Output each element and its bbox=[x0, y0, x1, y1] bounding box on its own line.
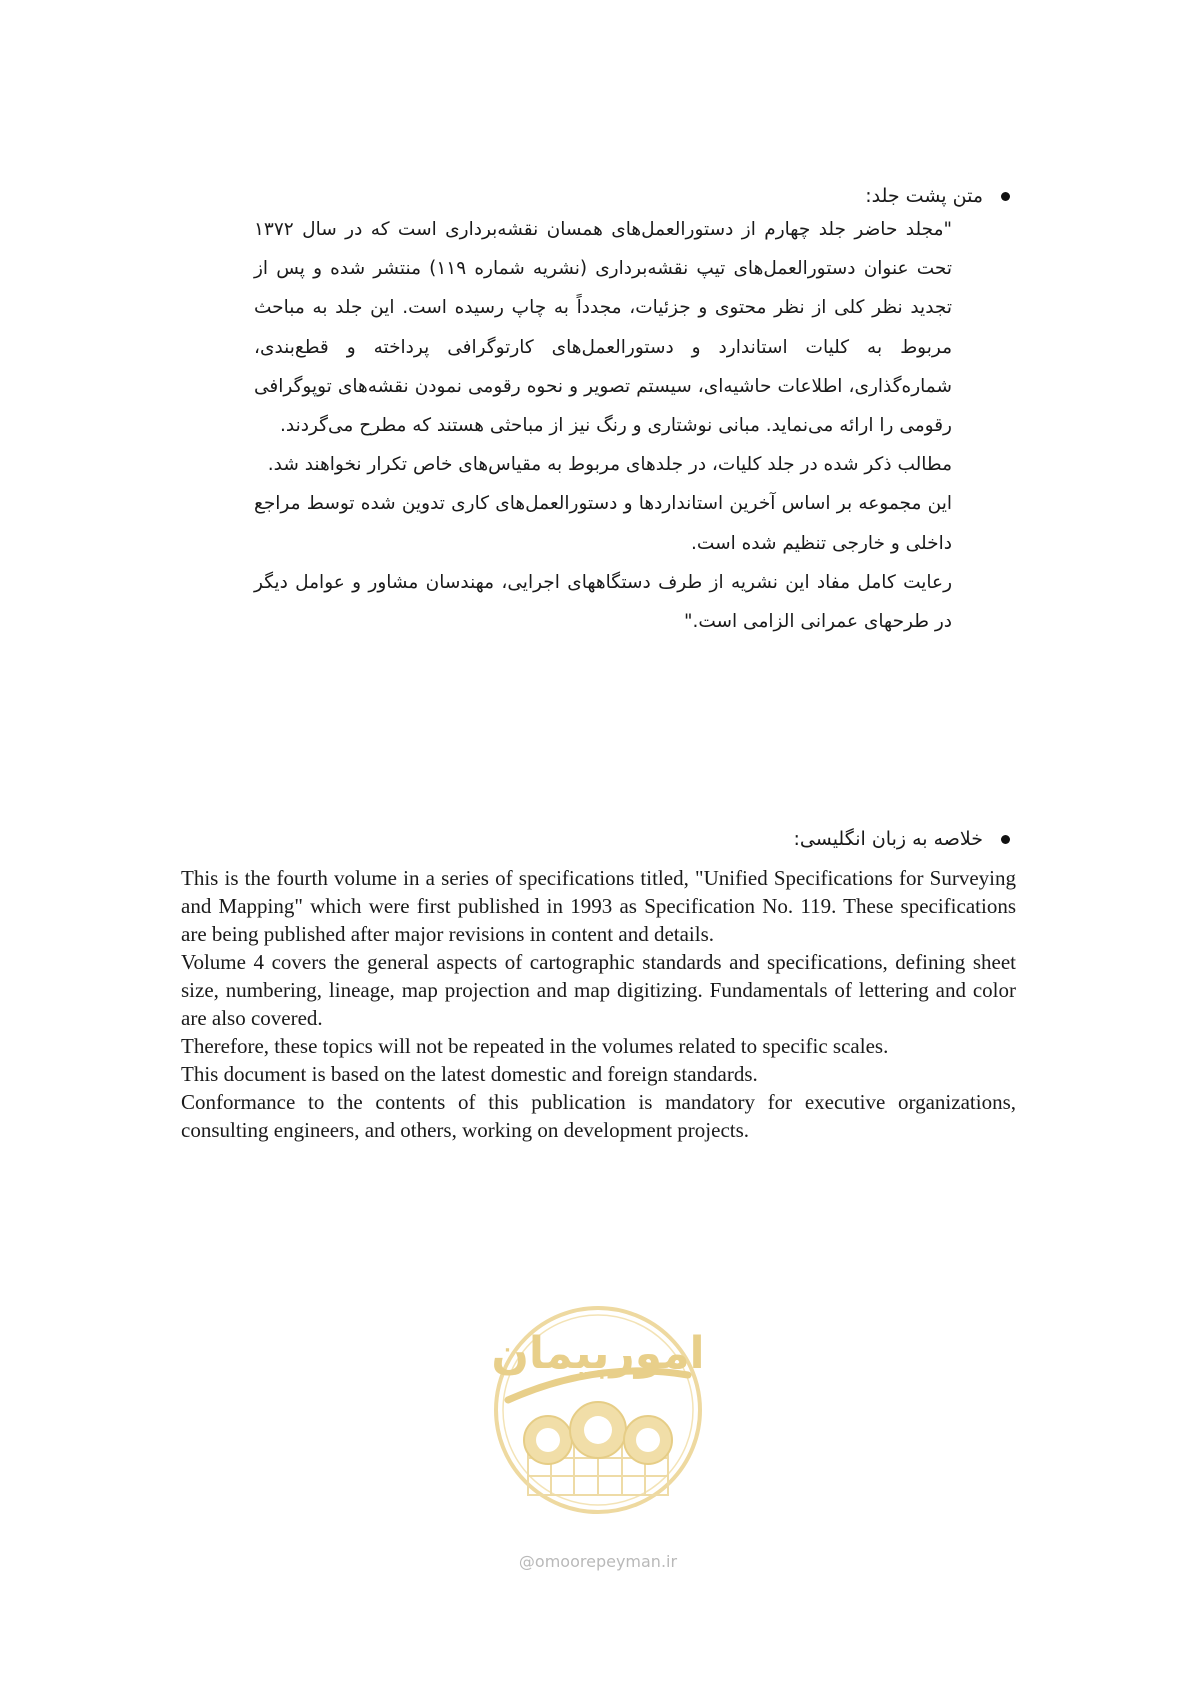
seal-icon bbox=[488, 1290, 708, 1540]
english-paragraph-2: Volume 4 covers the general aspects of cartographic standards and specifications, defining sheet size, numbering, lineage, map projection and map digitizing. Fundamentals of lettering and color are also covered. bbox=[181, 950, 1016, 1030]
bullet-icon bbox=[1001, 835, 1010, 844]
persian-paragraph-2: مطالب ذکر شده در جلد کلیات، در جلدهای مربوط به مقیاس‌های خاص تکرار نخواهند شد. bbox=[267, 454, 952, 476]
seal-logo-text: امورپیمان bbox=[491, 1328, 705, 1379]
bullet-icon bbox=[1001, 192, 1010, 201]
english-summary-heading bbox=[794, 825, 1010, 853]
english-paragraph-3: Therefore, these topics will not be repeated in the volumes related to specific scales. bbox=[181, 1034, 889, 1058]
english-summary-heading-text: خلاصه به زبان انگلیسی: bbox=[793, 828, 983, 850]
english-paragraph-1: This is the fourth volume in a series of specifications titled, "Unified Specifications for Surveying and Mapping" which were first published in 1993 as Specification No. 119. These specifications are being published after major revisions in content and details. bbox=[181, 866, 1016, 946]
english-summary-text bbox=[181, 864, 1016, 1144]
persian-paragraph-1: "مجلد حاضر جلد چهارم از دستورالعمل‌های همسان نقشه‌برداری است که در سال ۱۳۷۲ تحت عنوان دستورالعمل‌های تیپ نقشه‌برداری (نشریه شماره ۱۱۹) منتشر شده و پس از تجدید نظر کلی از نظر محتوی و جزئیات، مجدداً به چاپ رسیده است. این جلد به مباحث مربوط به کلیات استاندارد و دستورالعمل‌های کارتوگرافی پرداخته و قطع‌بندی، شماره‌گذاری، اطلاعات حاشیه‌ای، سیستم تصویر و نحوه رقومی نمودن نقشه‌های توپوگرافی رقومی را ارائه می‌نماید. مبانی نوشتاری و رنگ نیز از مباحثی هستند که مطرح می‌گردند. bbox=[254, 219, 952, 437]
watermark-url: @omoorepeyman.ir bbox=[518, 1552, 678, 1571]
back-cover-heading bbox=[865, 182, 1010, 210]
persian-paragraph-4: رعایت کامل مفاد این نشریه از طرف دستگاههای اجرایی، مهندسان مشاور و عوامل دیگر در طرحهای عمرانی الزامی است." bbox=[254, 571, 952, 633]
watermark-logo bbox=[488, 1290, 708, 1571]
back-cover-heading-text: متن پشت جلد: bbox=[865, 185, 983, 207]
english-paragraph-4: This document is based on the latest domestic and foreign standards. bbox=[181, 1062, 758, 1086]
back-cover-text bbox=[254, 210, 952, 641]
persian-paragraph-3: این مجموعه بر اساس آخرین استانداردها و دستورالعمل‌های کاری تدوین شده توسط مراجع داخلی و خارجی تنظیم شده است. bbox=[254, 493, 952, 554]
english-paragraph-5: Conformance to the contents of this publication is mandatory for executive organizations, consulting engineers, and others, working on development projects. bbox=[181, 1090, 1016, 1142]
